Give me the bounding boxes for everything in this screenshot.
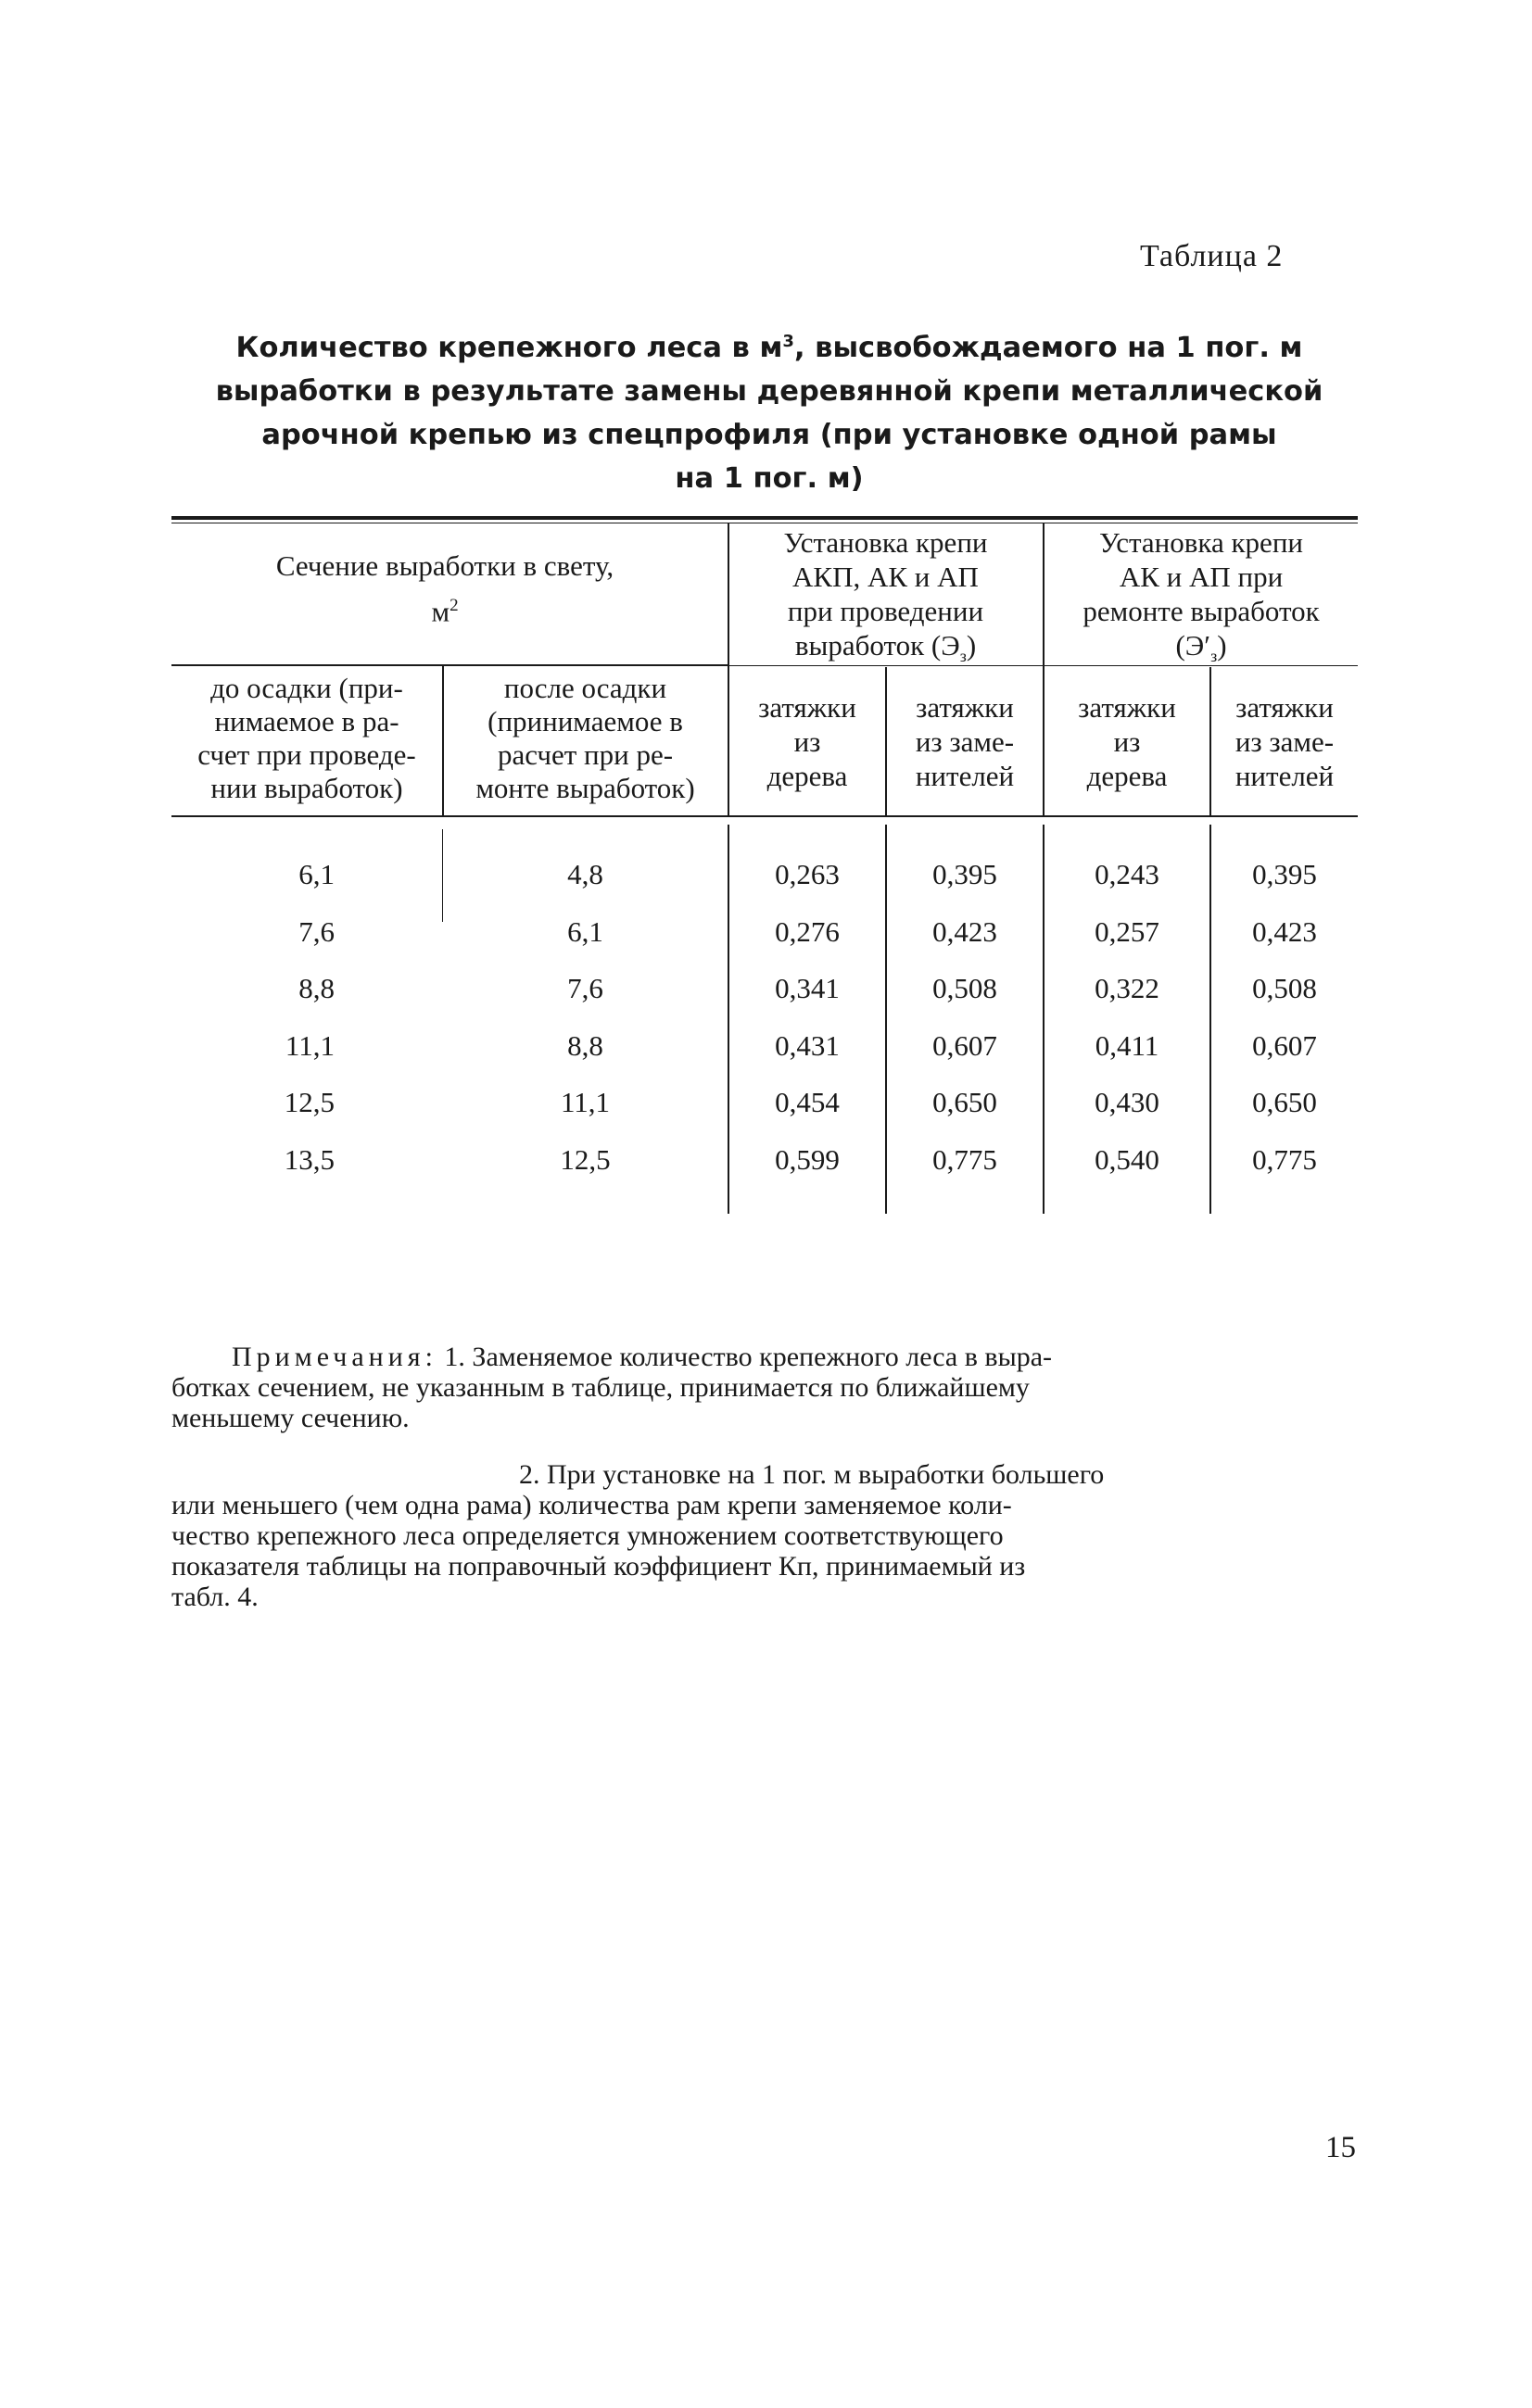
title-line-2: выработки в результате замены деревянной крепи металлической — [215, 375, 1323, 409]
cell-before-settling: 6,1 — [298, 858, 335, 890]
header-section: Сечение выработки в свету, $м^2$ — [275, 549, 614, 628]
cell-repair-wood: 0,411 — [1095, 1028, 1159, 1062]
cell-after-settling: 8,8 — [567, 1028, 603, 1062]
header-repair-wood: затяжки из дерева — [1078, 691, 1176, 792]
cell-after-settling: 11,1 — [560, 1086, 611, 1118]
note-2: 2. При установке на 1 пог. м выработки большего или меньшего (чем одна рама) количества рам крепи заменяемое коли- чество крепежного леса определяется умножением соответствующего показателя таблицы на поправочный коэффициент Кп, принимаемый из табл. 4. — [171, 1459, 1105, 1612]
cell-repair-substitutes: 0,423 — [1252, 914, 1317, 948]
cell-repair-substitutes: 0,395 — [1252, 858, 1317, 890]
table-label: Таблица 2 — [1140, 239, 1284, 273]
cell-driving-substitutes: 0,607 — [932, 1028, 997, 1062]
cell-repair-wood: 0,430 — [1095, 1086, 1159, 1118]
cell-driving-substitutes: 0,423 — [932, 914, 997, 948]
cell-driving-substitutes: 0,395 — [932, 858, 997, 890]
notes-label: Примечания: — [232, 1342, 437, 1372]
cell-driving-wood: 0,454 — [775, 1086, 840, 1118]
cell-repair-wood: 0,243 — [1095, 858, 1159, 890]
cell-after-settling: 4,8 — [567, 858, 603, 890]
cell-driving-substitutes: 0,650 — [932, 1086, 997, 1118]
cell-driving-wood: 0,276 — [775, 914, 840, 948]
page-number: 15 — [1325, 2131, 1356, 2164]
cell-after-settling: 6,1 — [567, 914, 603, 948]
cell-before-settling: 8,8 — [298, 972, 335, 1004]
cell-driving-wood: 0,263 — [775, 858, 840, 890]
cell-before-settling: 7,6 — [298, 914, 335, 948]
cell-repair-wood: 0,540 — [1095, 1142, 1159, 1176]
header-driving-wood: затяжки из дерева — [758, 691, 856, 792]
cell-after-settling: 7,6 — [567, 972, 603, 1004]
cell-driving-wood: 0,341 — [775, 972, 840, 1004]
header-before-settling: до осадки (при- нимаемое в ра- счет при проведе- нии выработок) — [197, 672, 416, 804]
cell-repair-substitutes: 0,508 — [1252, 972, 1317, 1004]
header-driving-substitutes: затяжки из заме- нителей — [915, 691, 1015, 792]
cell-driving-wood: 0,431 — [775, 1028, 840, 1062]
header-after-settling: после осадки (принимаемое в расчет при ре- монте выработок) — [475, 672, 695, 804]
cell-before-settling: 13,5 — [284, 1142, 335, 1176]
table-title — [158, 320, 1381, 500]
cell-after-settling: 12,5 — [560, 1142, 611, 1176]
header-group-driving: Установка крепи АКП, АК и АП при проведении выработок $(Э_з)$ — [783, 526, 988, 666]
note-1: Примечания: 1. Заменяемое количество крепежного леса в выра- ботках сечением, не указанным в таблице, принимается по ближайшему меньшему сечению. — [171, 1342, 1053, 1433]
cell-driving-wood: 0,599 — [775, 1142, 840, 1176]
cell-driving-substitutes: 0,508 — [932, 972, 997, 1004]
header-repair-substitutes: затяжки из заме- нителей — [1234, 691, 1335, 792]
cell-before-settling: 11,1 — [285, 1028, 335, 1062]
title-line-4: на 1 пог. м) — [675, 462, 864, 496]
cell-repair-wood: 0,257 — [1095, 914, 1159, 948]
cell-repair-substitutes: 0,607 — [1252, 1028, 1317, 1062]
cell-repair-substitutes: 0,775 — [1252, 1142, 1317, 1176]
title-line-1: Количество крепежного леса в $м^3$, высвобождаемого на 1 пог. м — [235, 332, 1303, 365]
cell-driving-substitutes: 0,775 — [932, 1142, 997, 1176]
cell-before-settling: 12,5 — [284, 1086, 335, 1118]
title-line-3: арочной крепью из спецпрофиля (при установке одной рамы — [261, 419, 1277, 452]
header-group-repair: Установка крепи АК и АП при ремонте выработок $(Э'_з)$ — [1083, 526, 1320, 666]
cell-repair-substitutes: 0,650 — [1252, 1086, 1317, 1118]
cell-repair-wood: 0,322 — [1095, 972, 1159, 1004]
